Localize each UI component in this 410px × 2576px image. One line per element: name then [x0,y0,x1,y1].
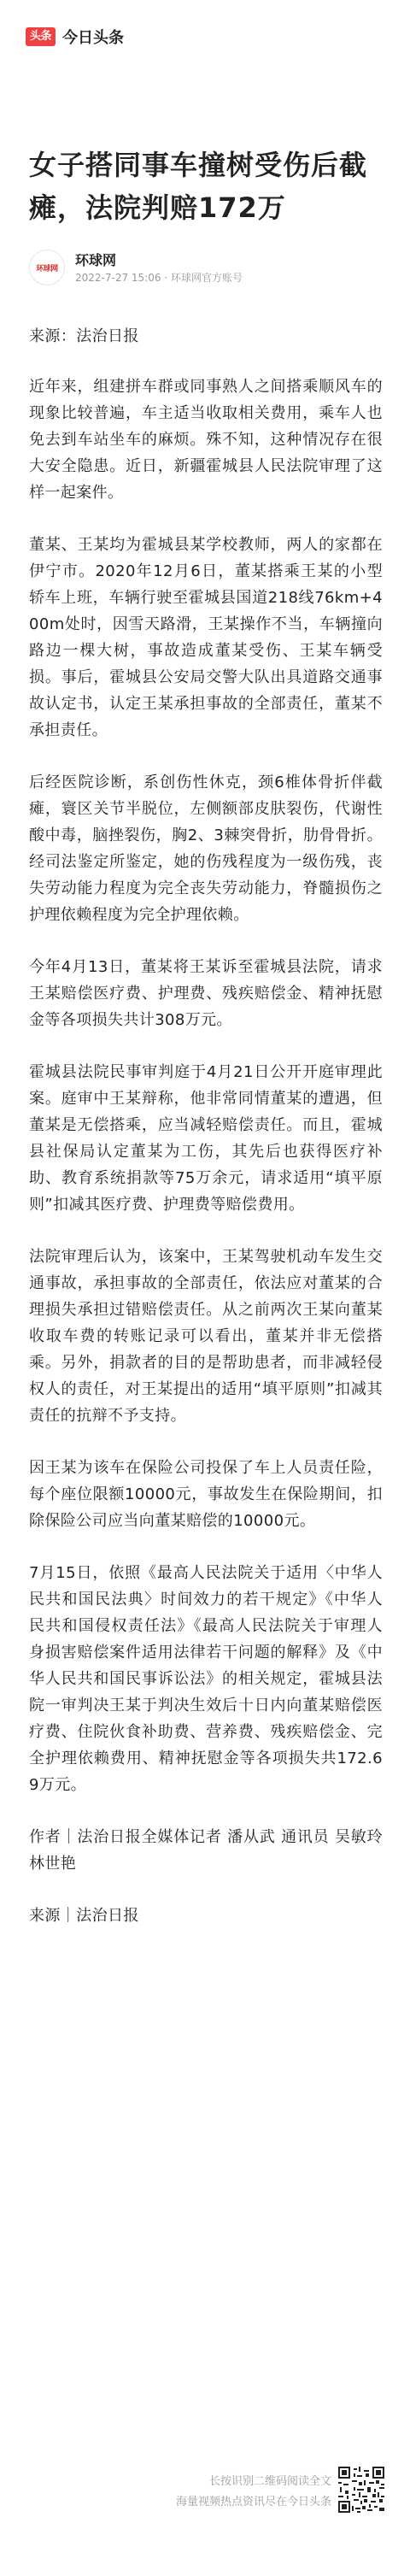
article-title: 女子搭同事车撞树受伤后截瘫，法院判赔172万 [29,149,368,224]
footer-slogan: 海量视频热点资讯尽在今日头条 [175,2496,331,2508]
publish-meta: 2022-7-27 15:06 · 环球网官方账号 [75,272,243,284]
qr-code-icon[interactable] [338,2467,384,2513]
toutiao-logo-icon: 头条 [26,27,56,46]
article-source-info [29,248,388,291]
article-body [29,323,383,1955]
app-header [0,0,410,103]
article-paragraph: 法院审理后认为，该案中，王某驾驶机动车发生交通事故，承担事故的全部责任，依法应对董某的合理损失承担过错赔偿责任。从之前两次王某向董某收取车费的转账记录可以看出，董某并非无偿搭乘。另外，捐款者的目的是帮助患者，而非减轻侵权人的责任，对王某提出的适用“填平原则”扣减其责任的抗辩不予支持。 [29,1248,383,1425]
source-avatar[interactable] [29,250,65,285]
article-paragraph: 7月15日，依照《最高人民法院关于适用〈中华人民共和国民法典〉时间效力的若干规定》《中华人民共和国侵权责任法》《最高人民法院关于审理人身损害赔偿案件适用法律若干问题的解释》及《中华人民共和国民事诉讼法》的相关规定，霍城县法院一审判决王某于判决生效后十日内向董某赔偿医疗费、住院伙食补助费、营养费、残疾赔偿金、完全护理依赖费用、精神抚慰金等各项损失共172.69万元。 [29,1564,383,1794]
app-brand[interactable] [26,27,124,46]
article-paragraph: 后经医院诊断，系创伤性休克，颈6椎体骨折伴截瘫，寰区关节半脱位，左侧额部皮肤裂伤，代谢性酸中毒，脑挫裂伤，胸2、3棘突骨折，肋骨骨折。经司法鉴定所鉴定，她的伤残程度为一级伤残，丧失劳动能力程度为完全丧失劳动能力，脊髓损伤之护理依赖程度为完全护理依赖。 [29,773,383,924]
article-paragraph: 近年来，组建拼车群或同事熟人之间搭乘顺风车的现象比较普遍，车主适当收取相关费用，乘车人也免去到车站坐车的麻烦。殊不知，这种情况存在很大安全隐患。近日，新疆霍城县人民法院审理了这样一起案件。 [29,378,383,502]
article-paragraph: 来源：法治日报 [29,327,139,345]
article-paragraph: 因王某为该车在保险公司投保了车上人员责任险，每个座位限额10000元，事故发生在保险期间，扣除保险公司应当向董某赔偿的10000元。 [29,1459,383,1530]
article-author-line: 作者｜法治日报全媒体记者 潘从武 通讯员 吴敏玲 林世艳 [29,1828,383,1873]
article-paragraph: 今年4月13日，董某将王某诉至霍城县法院，请求王某赔偿医疗费、护理费、残疾赔偿金、精神抚慰金等各项损失共计308万元。 [29,958,383,1029]
share-footer [0,2461,410,2547]
footer-hint: 长按识别二维码阅读全文 [208,2475,331,2488]
app-name: 今日头条 [62,29,125,47]
source-name[interactable]: 环球网 [75,252,117,268]
article-source-line: 来源｜法治日报 [29,1907,139,1925]
article-paragraph: 董某、王某均为霍城县某学校教师，两人的家都在伊宁市。2020年12月6日，董某搭乘王某的小型轿车上班，车辆行驶至霍城县国道218线76km+400m处时，因雪天路滑，王某操作不当，车辆撞向路边一棵大树，事故造成董某受伤、王某车辆受损。事后，霍城县公安局交警大队出具道路交通事故认定书，认定王某承担事故的全部责任，董某不承担责任。 [29,536,383,739]
source-logo-icon: 环球网 [36,264,58,273]
article-paragraph: 霍城县法院民事审判庭于4月21日公开开庭审理此案。庭审中王某辩称，他非常同情董某的遭遇，但董某是无偿搭乘，应当减轻赔偿责任。而且，霍城县社保局认定董某为工伤，其先后也获得医疗补助、教育系统捐款等75万余元，请求适用“填平原则”扣减其医疗费、护理费等赔偿费用。 [29,1063,383,1214]
